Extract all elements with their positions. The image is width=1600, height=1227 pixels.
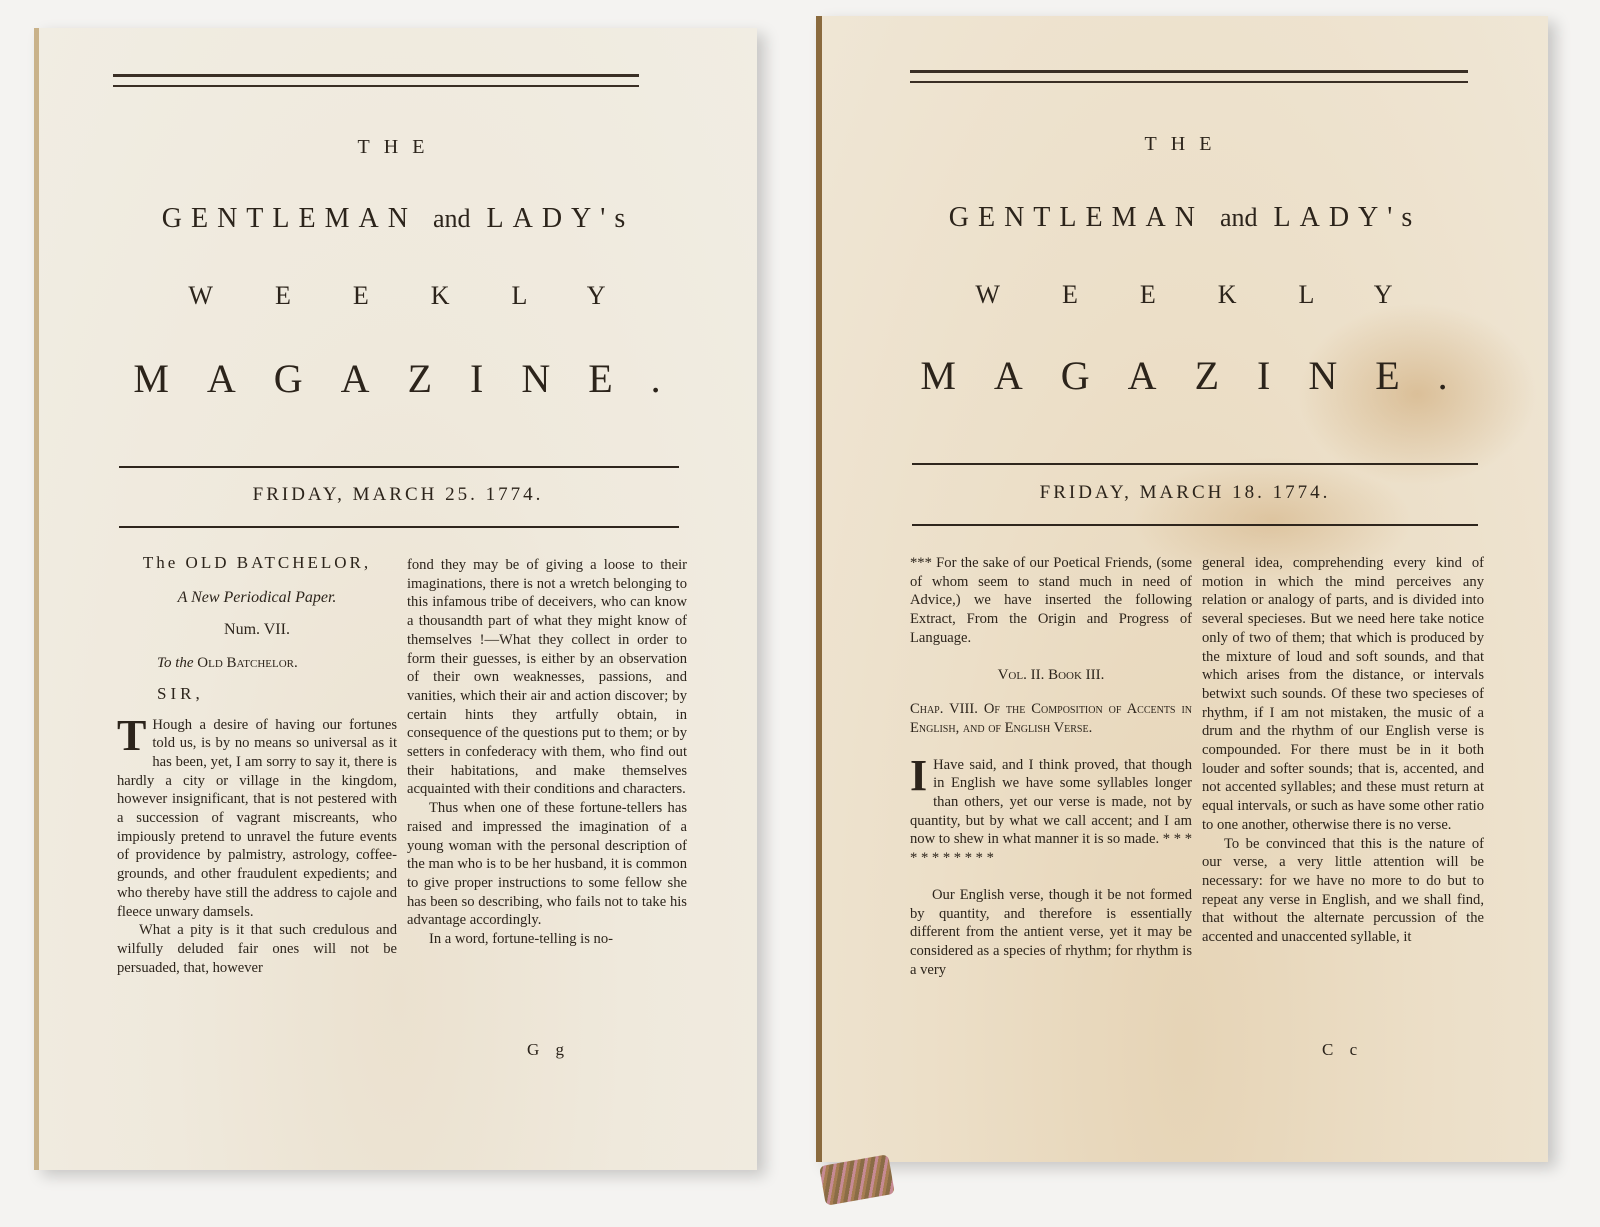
article-number: Num. VII. — [224, 621, 290, 639]
masthead-rule — [119, 466, 679, 468]
date-rule — [912, 524, 1478, 526]
masthead-gentleman: GENTLEMAN — [161, 203, 417, 234]
left-column-1 — [117, 554, 397, 977]
issue-date: FRIDAY, MARCH 25. 1774. — [252, 484, 544, 505]
article-paragraph: Thus when one of these fortune-tellers has raised and impressed the imagination of a young woman with the personal description of the man who is to be her husband, it is common to give proper instructions to some fellow she has been so describing, who fails not to take his advantage accordingly. — [407, 800, 687, 929]
dropcap: T — [117, 710, 147, 760]
masthead-weekly: WEEKLY — [975, 280, 1455, 309]
right-column-2 — [1202, 554, 1484, 947]
chapter-heading: Chap. VIII. Of the Composition of Accents in English, and of English Verse. — [910, 701, 1192, 736]
top-ornament-rule — [910, 70, 1468, 83]
masthead-ladys: LADY's — [486, 203, 635, 234]
article-address — [157, 654, 397, 673]
printer-signature: G g — [527, 1040, 571, 1059]
article-paragraph: T Hough a desire of having our fortunes told us, is by no means so universal as it has been, yet, I am sorry to say it, there is hardly a city or village in the kingdom, however insignificant, that is not pestered with a succession of vagrant miscreants, who impiously pretend to unravel the future events of providence by palmistry, astrology, coffee-grounds, and other fraudulent expedients; and who thereby have still the address to cajole and fleece unwary damsels. — [117, 710, 397, 920]
article-paragraph: To be convinced that this is the nature of our verse, a very little attention will be necessary: for we have no more to do but to repeat any verse in English, and we shall find, that without the alternate percussion of the accented and unaccented syllable, it — [1202, 835, 1484, 946]
article-paragraph: I Have said, and I think proved, that though in English we have some syllables longer than others, yet our verse is made, not by quantity, but by what we call accent; and I am now to shew in what manner it is so made. * * * * * * * * * * * — [910, 750, 1192, 867]
masthead-rule — [912, 463, 1478, 465]
masthead-and: and — [1219, 203, 1258, 232]
masthead-and: and — [432, 204, 471, 233]
right-column-1 — [910, 554, 1192, 979]
dropcap: I — [910, 750, 928, 800]
address-to: To the — [157, 655, 194, 672]
article-title: The OLD BATCHELOR, — [142, 553, 372, 572]
salutation: SIR, — [157, 683, 204, 703]
masthead-gentleman-and-ladys — [39, 203, 757, 235]
article-paragraph: Our English verse, though it be not formed by quantity, and therefore is essentially different from the antient verse, yet it may be considered as a species of rhythm; for rhythm is a very — [910, 886, 1192, 978]
masthead-gentleman: GENTLEMAN — [948, 202, 1204, 233]
right-magazine-page — [816, 16, 1548, 1162]
left-magazine-page — [34, 28, 757, 1170]
left-column-2 — [407, 556, 687, 949]
article-paragraph: In a word, fortune-telling is no- — [429, 931, 613, 948]
issue-date: FRIDAY, MARCH 18. 1774. — [1039, 482, 1331, 503]
masthead-weekly: WEEKLY — [188, 281, 668, 310]
editor-note: *** For the sake of our Poetical Friends, (some of whom seem to stand much in need of Advice,) we have inserted the following Extract, From the Origin and Progress of Language. — [910, 555, 1192, 646]
date-rule — [119, 526, 679, 528]
masthead-the: THE — [1144, 133, 1226, 155]
address-name: Old Batchelor. — [197, 655, 298, 672]
masthead-ladys: LADY's — [1273, 202, 1422, 233]
volume-book: Vol. II. Book III. — [997, 666, 1105, 683]
masthead-gentleman-and-ladys — [822, 202, 1548, 234]
article-paragraph: fond they may be of giving a loose to their imaginations, there is not a wretch belonging to this infamous tribe of deceivers, who can know a thousandth part of what they might know of themselves !—What they collect in order to form their guesses, is either by an observation of their own weaknesses, passions, and vanities, which their air and action discover; by certain hints they artfully obtain, in consequence of the questions put to them; or by setters in confederacy with them, who find out their habitations, and make themselves acquainted with their conditions and characters. — [407, 557, 687, 798]
article-subtitle: A New Periodical Paper. — [177, 588, 337, 606]
printer-signature: C c — [1322, 1040, 1364, 1059]
masthead-magazine: MAGAZINE. — [133, 356, 699, 401]
top-ornament-rule — [113, 74, 639, 87]
article-paragraph: What a pity is it that such credulous and wilfully deluded fair ones will not be persuaded, that, however — [117, 922, 397, 976]
masthead-magazine: MAGAZINE. — [920, 353, 1486, 398]
article-paragraph: general idea, comprehending every kind of motion in which the mind perceives any relation or analogy of parts, and is divided into several specieses. But we need here take notice only of two of them; that which is produced by the mixture of loud and soft sounds, and that which arises from the distance, or intervals betwixt such sounds. Of these two specieses of rhythm, if I am not mistaken, the music of a drum and the rhythm of our English verse is compounded. For there must be in it both louder and softer sounds; that is, accented, and not accented syllables; and these must return at equal intervals, or such as have some other ratio to one another, otherwise there is no verse. — [1202, 555, 1484, 833]
masthead-the: THE — [357, 136, 439, 158]
